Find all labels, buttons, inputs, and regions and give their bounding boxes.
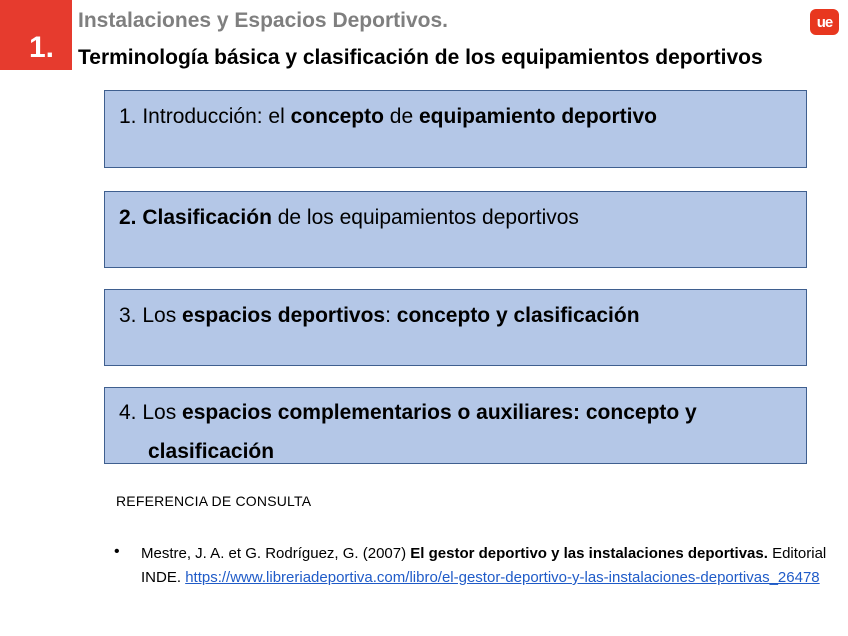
topic-text: de xyxy=(383,105,419,128)
bullet-icon: • xyxy=(114,543,120,560)
topic-number: 4. xyxy=(119,401,137,424)
topic-box-espacios-deportivos[interactable] xyxy=(104,289,807,366)
course-title: Instalaciones y Espacios Deportivos. xyxy=(78,9,448,32)
topic-box-clasificacion[interactable] xyxy=(104,191,807,268)
topic-number: 1. xyxy=(119,105,137,128)
ue-logo-icon: ue xyxy=(810,9,839,35)
reference-book-title: El gestor deportivo y las instalaciones deportivas. xyxy=(410,545,768,562)
topic-keyword: equipamiento deportivo xyxy=(418,105,657,128)
topic-text: Introducción: el xyxy=(136,105,291,128)
topic-box-introduccion[interactable] xyxy=(104,90,807,168)
topic-keyword: espacios deportivos xyxy=(182,304,386,327)
topic-text: de los equipamientos deportivos xyxy=(271,206,579,229)
topic-box-espacios-complementarios[interactable] xyxy=(104,387,807,464)
reference-heading: REFERENCIA DE CONSULTA xyxy=(116,493,312,509)
slide-subtitle: Terminología básica y clasificación de los equipamientos deportivos xyxy=(78,46,763,69)
topic-text: Los xyxy=(136,401,183,424)
topic-keyword: concepto y clasificación xyxy=(396,304,640,327)
topic-number-keyword: 2. Clasificación xyxy=(119,206,272,229)
topic-keyword: concepto xyxy=(290,105,384,128)
reference-publisher: Editorial INDE. xyxy=(141,545,827,586)
section-number: 1. xyxy=(29,31,55,64)
reference-link[interactable]: https://www.libreriadeportiva.com/libro/el-gestor-deportivo-y-las-instalaciones-deportivas_26478 xyxy=(185,569,820,586)
topic-keyword: espacios complementarios o auxiliares: concepto y xyxy=(182,401,697,424)
section-number-block xyxy=(0,0,72,70)
topic-text: : xyxy=(385,304,397,327)
reference-entry xyxy=(141,542,831,590)
topic-number: 3. xyxy=(119,304,137,327)
topic-keyword-continued: clasificación xyxy=(148,440,275,463)
topic-text: Los xyxy=(136,304,183,327)
reference-authors: Mestre, J. A. et G. Rodríguez, G. (2007) xyxy=(141,545,411,562)
